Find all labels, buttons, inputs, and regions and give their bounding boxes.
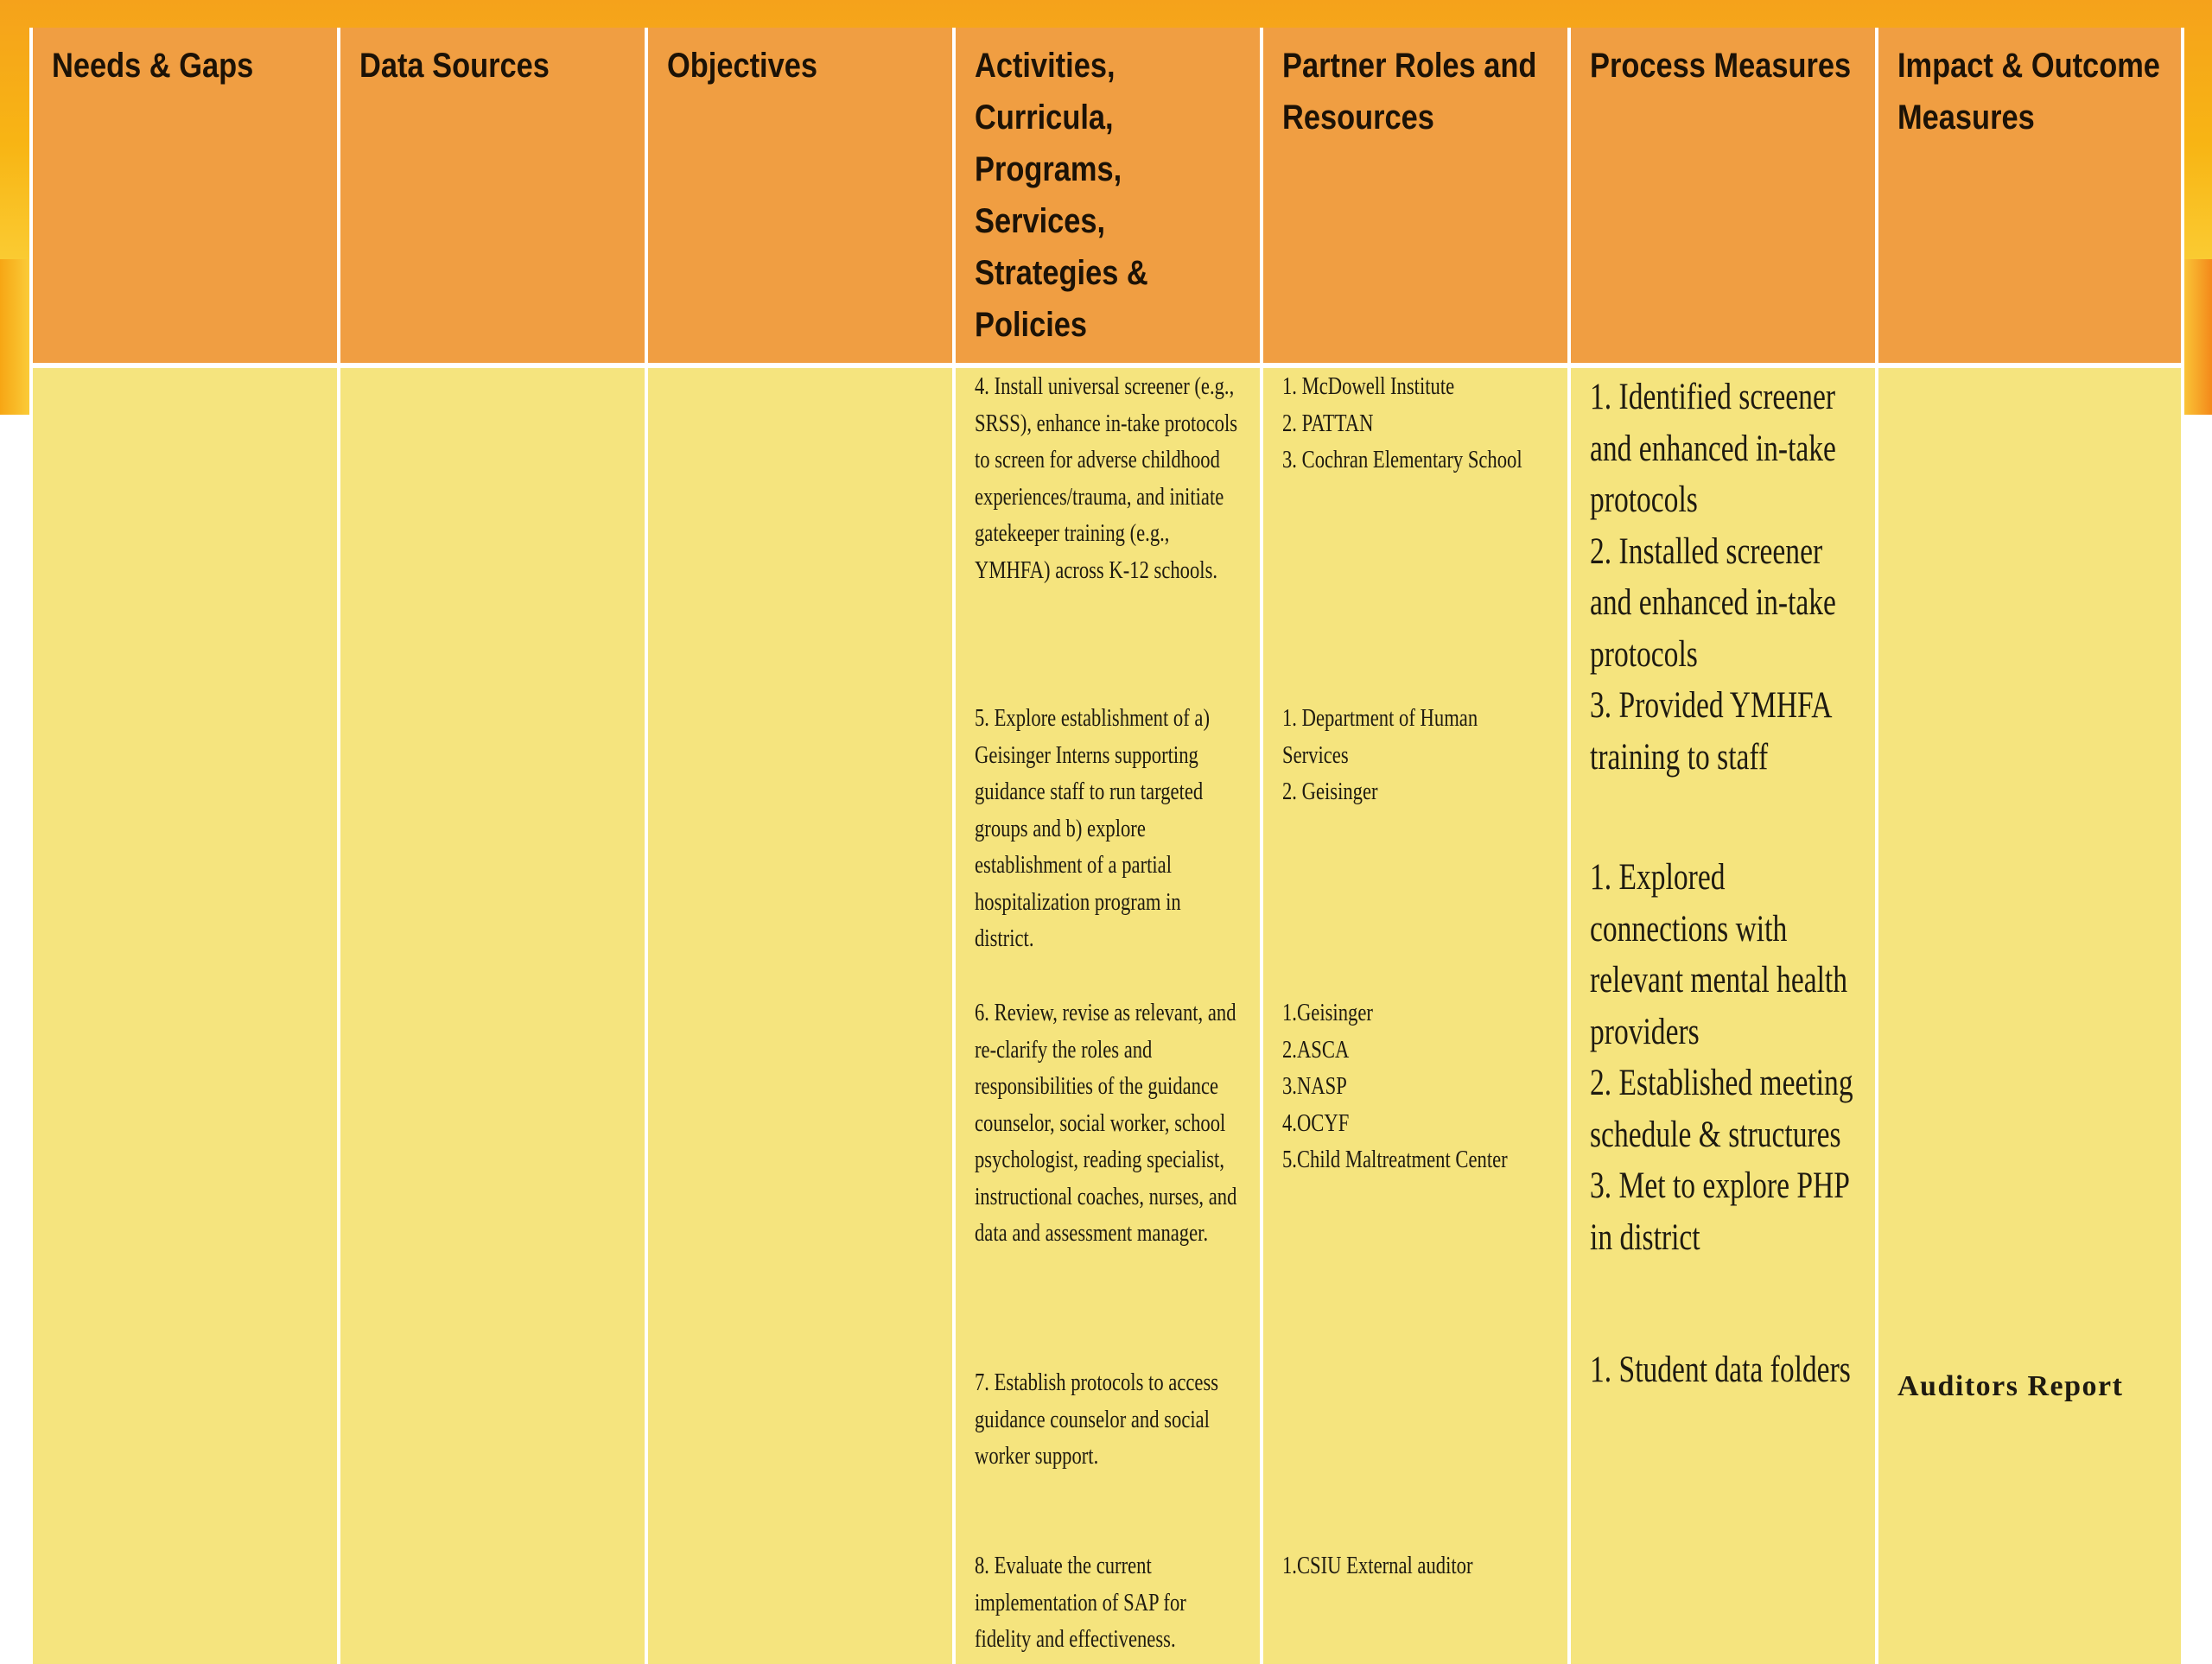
partner-group [1282,368,1548,479]
partner-line: 4.OCYF [1282,1108,1350,1137]
process-measure-group [1590,852,1856,1263]
partner-line: 3. Cochran Elementary School [1282,446,1522,473]
cell-needs-gaps [31,365,339,1664]
partner-line: 1. McDowell Institute [1282,372,1455,400]
header-impact-outcome: Impact & Outcome Measures [1877,28,2183,365]
process-measure-line: 2. Established meeting schedule & structures [1590,1063,1853,1155]
partner-group [1282,994,1548,1178]
cell-activities [954,365,1262,1664]
activity-item: 4. Install universal screener (e.g., SRSS), enhance in-take protocols to screen for adverse childhood experiences/trauma, and initiate gatekeeper training (e.g., YMHFA) across K-12 schools. [975,372,1238,584]
header-needs-gaps: Needs & Gaps [31,28,339,365]
table-row [31,365,2183,1664]
process-measure-line: 3. Met to explore PHP in district [1590,1165,1849,1258]
cell-process-measures [1569,365,1877,1664]
process-measure-line: 2. Installed screener and enhanced in-take protocols [1590,530,1836,675]
impact-measure: Auditors Report [1897,1370,2124,1402]
cell-impact-outcome [1877,365,2183,1664]
activity-item: 8. Evaluate the current implementation of SAP for fidelity and effectiveness. [975,1552,1186,1653]
partner-line: 2.ASCA [1282,1035,1350,1064]
process-measure-line: 1. Explored connections with relevant mental health providers [1590,857,1847,1052]
partner-line: 2. Geisinger [1282,778,1378,805]
process-measure-group [1590,1344,1856,1396]
activity-item: 5. Explore establishment of a) Geisinger Interns supporting guidance staff to run targeted groups and b) explore establishment of a partial hospitalization program in district. [975,704,1211,952]
partner-group [1282,700,1548,810]
header-data-sources: Data Sources [339,28,646,365]
cell-data-sources [339,365,646,1664]
header-partner-roles: Partner Roles and Resources [1262,28,1569,365]
header-row [31,28,2183,365]
header-activities: Activities, Curricula, Programs, Services, Strategies & Policies [954,28,1262,365]
process-measure-line: 1. Student data folders [1590,1350,1851,1390]
partner-line: 1. Department of Human Services [1282,704,1478,769]
process-measure-group [1590,372,1856,783]
partner-line: 3.NASP [1282,1072,1347,1100]
activity-item: 7. Establish protocols to access guidance counselor and social worker support. [975,1369,1219,1470]
process-measure-line: 3. Provided YMHFA training to staff [1590,685,1831,778]
partner-line: 5.Child Maltreatment Center [1282,1146,1508,1173]
cell-objectives [646,365,954,1664]
header-process-measures: Process Measures [1569,28,1877,365]
action-plan-table [29,28,2184,1664]
partner-line: 1.CSIU External auditor [1282,1552,1473,1579]
process-measure-line: 1. Identified screener and enhanced in-take protocols [1590,377,1836,520]
cell-partner-roles [1262,365,1569,1664]
partner-line: 2. PATTAN [1282,409,1374,437]
partner-line: 1.Geisinger [1282,999,1373,1026]
header-objectives: Objectives [646,28,954,365]
partner-group [1282,1547,1548,1585]
activity-item: 6. Review, revise as relevant, and re-clarify the roles and responsibilities of the guidance counselor, social worker, school psychologist, reading specialist, instructional coaches, nurses, and data and assessment manager. [975,999,1237,1247]
